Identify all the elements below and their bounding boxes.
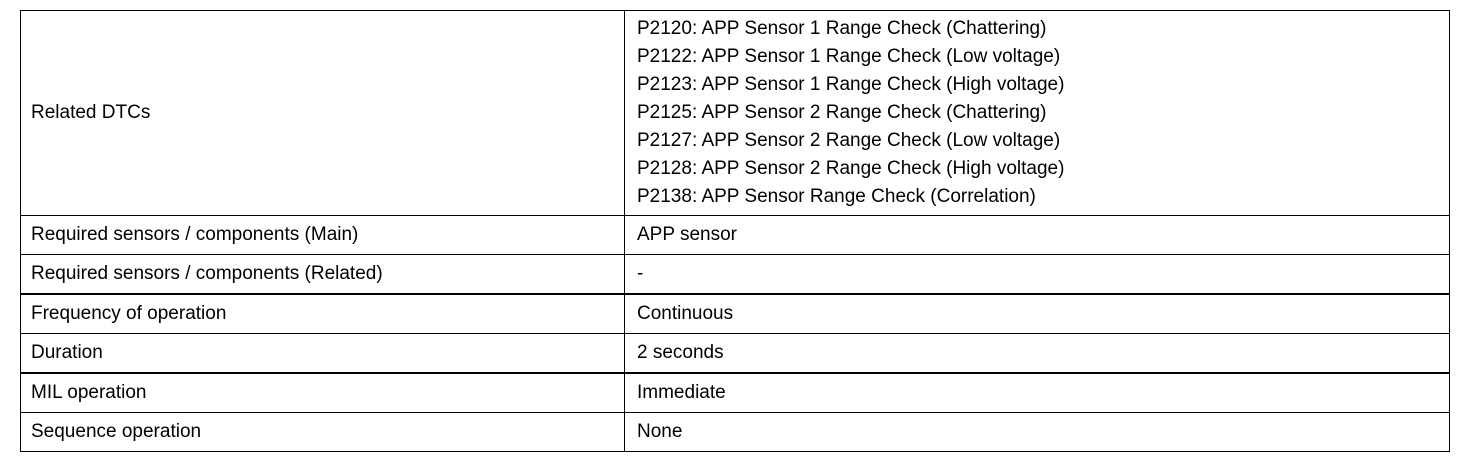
row-value: - <box>625 255 1450 295</box>
dtc-item: P2123: APP Sensor 1 Range Check (High voltage) <box>637 74 1065 95</box>
row-label: Required sensors / components (Main) <box>21 216 625 255</box>
table-row-required-related <box>21 255 1450 295</box>
row-value: APP sensor <box>625 216 1450 255</box>
dtc-item: P2138: APP Sensor Range Check (Correlation) <box>637 186 1036 207</box>
row-label: Related DTCs <box>21 11 625 216</box>
row-label: Duration <box>21 334 625 374</box>
dtc-item: P2125: APP Sensor 2 Range Check (Chattering) <box>637 102 1047 123</box>
row-value: Immediate <box>625 373 1450 413</box>
row-label: Required sensors / components (Related) <box>21 255 625 295</box>
table-row-required-main <box>21 216 1450 255</box>
dtc-item: P2127: APP Sensor 2 Range Check (Low voltage) <box>637 130 1061 151</box>
row-label: Sequence operation <box>21 413 625 452</box>
table-row-frequency <box>21 294 1450 334</box>
row-value: Continuous <box>625 294 1450 334</box>
dtc-item: P2122: APP Sensor 1 Range Check (Low voltage) <box>637 46 1061 67</box>
dtc-item: P2120: APP Sensor 1 Range Check (Chattering) <box>637 18 1047 39</box>
row-label: MIL operation <box>21 373 625 413</box>
table-row-mil-operation <box>21 373 1450 413</box>
table-row-related-dtcs <box>21 11 1450 216</box>
dtc-item: P2128: APP Sensor 2 Range Check (High voltage) <box>637 158 1065 179</box>
specification-table <box>20 10 1450 452</box>
table-row-duration <box>21 334 1450 374</box>
dtc-list <box>625 11 1450 216</box>
table-row-sequence-operation <box>21 413 1450 452</box>
row-value: None <box>625 413 1450 452</box>
row-label: Frequency of operation <box>21 294 625 334</box>
row-value: 2 seconds <box>625 334 1450 374</box>
